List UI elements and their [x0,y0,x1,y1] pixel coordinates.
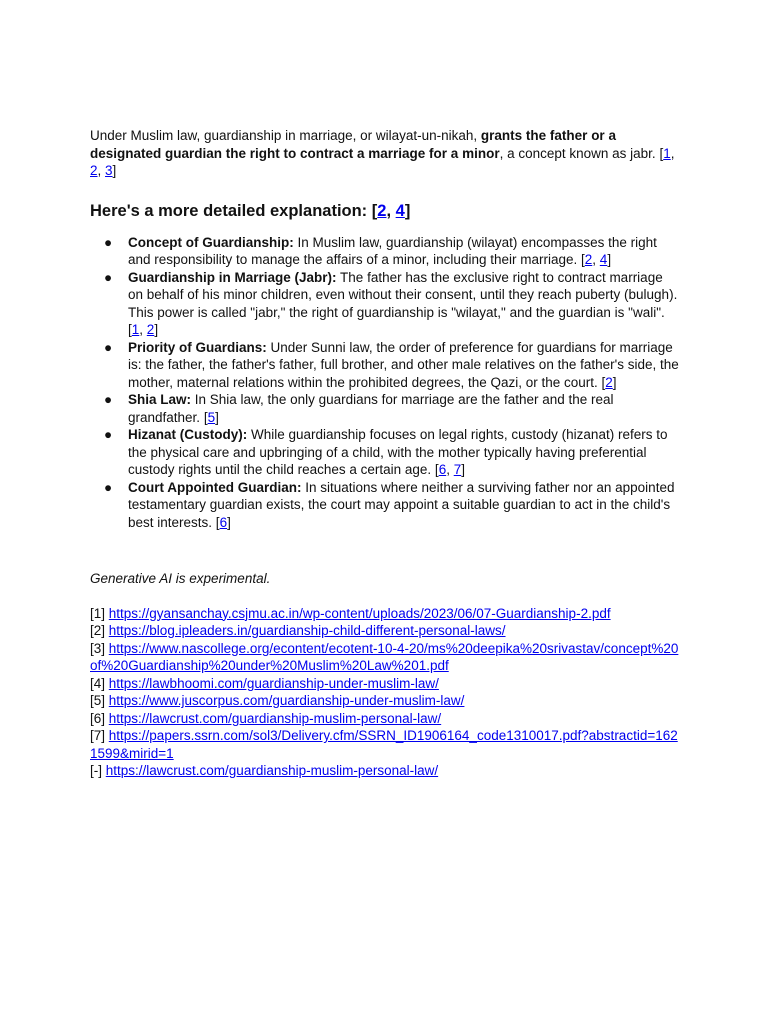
ai-disclaimer: Generative AI is experimental. [90,571,271,586]
citation-link[interactable]: 2 [584,252,593,267]
list-item-text: In situations where neither a surviving father nor an appointed testamentary guardian exists, the court may appoint a suitable guardian to act in the child's best interests. [128,479,675,530]
citation-link[interactable]: 1 [131,322,140,337]
list-item-text: In Muslim law, guardianship (wilayat) encompasses the right and responsibility to manage the affairs of a minor, including their marriage. [128,234,657,267]
reference-item [90,640,680,675]
reference-tag: [2] [90,623,106,638]
citation-link[interactable]: 2 [90,163,98,178]
bullet-icon: ● [104,427,113,442]
reference-tag: [7] [90,728,106,743]
reference-link[interactable]: https://blog.ipleaders.in/guardianship-child-different-personal-laws/ [108,623,506,638]
intro-citations: [1, 2, 3] [90,145,675,178]
reference-tag: [4] [90,675,106,691]
bullet-icon: ● [104,269,113,285]
intro-text-bold: grants the father or a designated guardian the right to contract a marriage for a minor [90,128,616,161]
citation-link[interactable]: 3 [105,163,113,178]
list-item-label: Court Appointed Guardian: [128,479,302,495]
reference-item [90,622,680,640]
list-item-label: Guardianship in Marriage (Jabr): [128,269,337,285]
list-item: ● Court Appointed Guardian: In situations where neither a surviving father nor an appointed testamentary guardian exists, the court may appoint a suitable guardian to act in the child's best interests. [6] [104,479,675,530]
document-content [90,127,680,780]
citation-link[interactable]: 4 [395,201,405,220]
reference-item [90,692,680,710]
reference-item [90,710,680,728]
reference-link[interactable]: https://gyansanchay.csjmu.ac.in/wp-content/uploads/2023/06/07-Guardianship-2.pdf [108,605,611,621]
list-item-label: Concept of Guardianship: [128,234,294,250]
bullet-icon: ● [104,392,113,407]
citation-link[interactable]: 2 [146,322,155,337]
reference-item [90,605,680,623]
reference-link[interactable]: https://www.juscorpus.com/guardianship-under-muslim-law/ [108,693,465,708]
list-item-label: Priority of Guardians: [128,339,267,355]
list-item-text: While guardianship focuses on legal rights, custody (hizanat) refers to the physical care and upbringing of a child, with the mother typically having preferential custody rights until the child reaches a certain age. [128,427,668,477]
reference-tag: [1] [90,605,106,621]
bullet-icon: ● [104,234,113,250]
references-list [90,605,680,780]
reference-link[interactable]: https://lawbhoomi.com/guardianship-under-muslim-law/ [108,675,439,691]
reference-link[interactable]: https://lawcrust.com/guardianship-muslim-personal-law/ [105,763,439,778]
reference-link[interactable]: https://lawcrust.com/guardianship-muslim-personal-law/ [108,710,442,726]
reference-tag: [6] [90,710,106,726]
citation-link[interactable]: 1 [663,145,671,161]
intro-text-pre: Under Muslim law, guardianship in marriage, or wilayat-un-nikah, [90,128,481,143]
citation-link[interactable]: 6 [219,514,228,530]
reference-link[interactable]: https://www.nascollege.org/econtent/ecotent-10-4-20/ms%20deepika%20srivastav/concept%20of%20Guardianship%20under%20Muslim%20Law%201.pdf [90,640,679,673]
explanation-list [90,234,680,532]
reference-tag: [-] [90,763,102,778]
list-item: ● Shia Law: In Shia law, the only guardians for marriage are the father and the real grandfather. [5] [104,392,614,425]
list-item: ● Guardianship in Marriage (Jabr): The father has the exclusive right to contract marriage on behalf of his minor children, even without their consent, until they reach puberty (bulugh). This power is called "jabr," the right of guardianship is "wilayat," and the guardian is "wali". [1, 2] [104,269,678,337]
list-item-label: Hizanat (Custody): [128,427,248,442]
list-item: ● Priority of Guardians: Under Sunni law, the order of preference for guardians for marriage is: the father, the father's father, full brother, and other male relatives on the father's side, the mother, maternal relations within the prohibited degrees, the Qazi, or the court. [2] [104,339,679,390]
section-heading: Here's a more detailed explanation: [2, 4] [90,201,411,220]
citation-link[interactable]: 7 [453,462,462,477]
bullet-icon: ● [104,339,113,355]
list-item-text: In Shia law, the only guardians for marriage are the father and the real grandfather. [128,392,614,425]
list-item-label: Shia Law: [128,392,192,407]
reference-item [90,675,680,693]
reference-item [90,762,680,780]
list-item-text: The father has the exclusive right to contract marriage on behalf of his minor children, even without their consent, until they reach puberty (bulugh). This power is called "jabr," the right of guardianship is "wilayat," and the guardian is "wali". [128,269,678,320]
citation-link[interactable]: 4 [599,252,608,267]
intro-text-post: , a concept known as jabr. [499,145,656,161]
intro-paragraph [90,127,680,180]
citation-link[interactable]: 5 [207,409,216,425]
citation-link[interactable]: 2 [377,201,387,220]
list-item: ● Hizanat (Custody): While guardianship focuses on legal rights, custody (hizanat) refers to the physical care and upbringing of a child, with the mother typically having preferential custody rights until the child reaches a certain age. [6, 7] [104,427,668,477]
list-item: ● Concept of Guardianship: In Muslim law, guardianship (wilayat) encompasses the right and responsibility to manage the affairs of a minor, including their marriage. [2, 4] [104,234,657,267]
citation-link[interactable]: 2 [605,374,613,390]
bullet-icon: ● [104,479,113,495]
section-heading-text: Here's a more detailed explanation: [90,201,372,220]
reference-link[interactable]: https://papers.ssrn.com/sol3/Delivery.cfm/SSRN_ID1906164_code1310017.pdf?abstractid=1621599&mirid=1 [90,728,678,761]
reference-tag: [3] [90,640,106,656]
list-item-text: Under Sunni law, the order of preference for guardians for marriage is: the father, the father's father, full brother, and other male relatives on the father's side, the mother, maternal relations within the prohibited degrees, the Qazi, or the court. [128,339,679,390]
reference-tag: [5] [90,693,106,708]
citation-link[interactable]: 6 [438,462,447,477]
reference-item [90,727,680,762]
